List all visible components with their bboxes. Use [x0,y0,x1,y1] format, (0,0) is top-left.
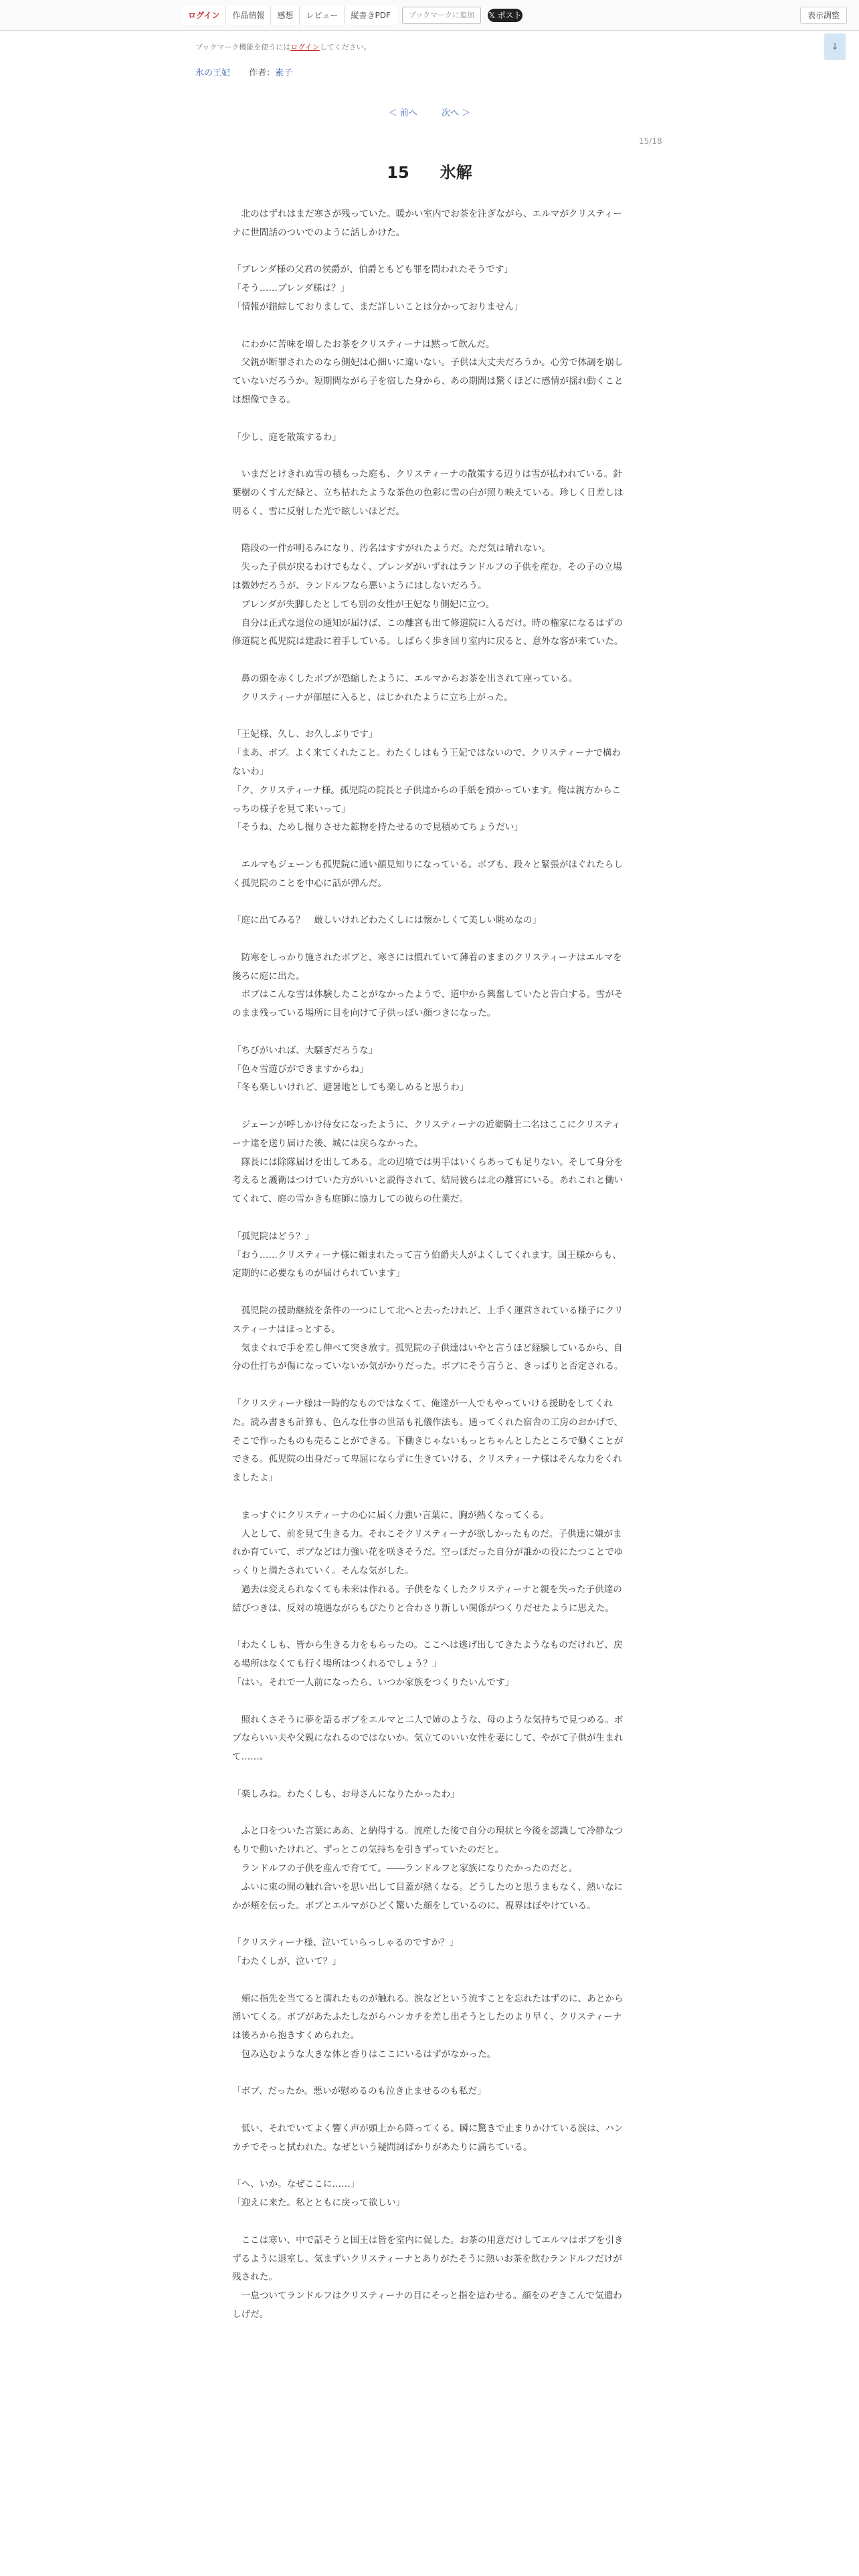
blank-line [232,1097,626,1116]
body-paragraph: 「まあ、ボブ。よく来てくれたこと。わたくしはもう王妃ではないので、クリスティーナで構わないわ」 [232,748,621,777]
body-paragraph: 「ちびがいれば、大騒ぎだろうな」 [232,1045,378,1056]
add-bookmark-button[interactable]: ブックマークに追加 [402,7,481,24]
body-paragraph: 頬に指先を当てると濡れたものが触れる。涙などという流すことを忘れたはずのに、あとから湧いてくる。ボブがあたふたしながらハンカチを差し出そうとしたのより早く、クリスティーナは後ろから抱きすくめられた。 [232,1993,624,2042]
review-button[interactable]: レビュー [299,6,344,25]
blank-line [232,2157,626,2176]
login-button[interactable]: ログイン [182,6,225,25]
body-paragraph: 「はい。それで一人前になったら、いつか家族をつくりたいんです」 [232,1677,514,1688]
body-paragraph: いまだとけきれぬ雪の積もった庭も、クリスティーナの散策する辺りは雪が払われている。針葉樹のくすんだ緑と、立ち枯れたような茶色の色彩に雪の白が照り映えている。珍しく日差しは明るく、雪に反射した光で眩しいほどだ。 [232,469,624,517]
body-paragraph: クリスティーナが部屋に入ると、はじかれたように立ち上がった。 [232,691,513,703]
blank-line [232,893,626,911]
body-paragraph: 失った子供が戻るわけでもなく、ブレンダがいずれはランドルフの子供を産む。その子の立場は微妙だろうが、ランドルフなら悪いようにはしないだろう。 [232,562,622,591]
blank-line [232,522,626,540]
blank-line [232,1209,626,1228]
blank-line [232,410,626,429]
bookmark-login-notice: ブックマーク機能を使うにはログインしてください。 [195,43,371,51]
chapter-title-text: 氷解 [440,163,472,182]
blank-line [232,447,626,465]
body-paragraph: ランドルフの子供を産んで育てて。――ランドルフと家族になりたかったのだと。 [232,1862,578,1874]
body-paragraph: 人として、前を見て生きる力。それこそクリスティーナが欲しかったものだ。子供達に嫌がまれか育ていて、ボブなどは力強い花を咲きそうだ。空っぽだった自分が誰かの役にたつことでゆっくりと満たされていく。そんな気がした。 [232,1528,624,1577]
body-paragraph: 照れくさそうに夢を語るボブをエルマと二人で姉のような、母のような気持ちで見つめる。ボブならいい夫や父親になれるのではないか。気立てのいい女性を妻にして、やがて子供が生まれて……。 [232,1714,624,1763]
novel-title-link[interactable]: 氷の王妃 [195,68,231,78]
body-paragraph: 「わたくしも、皆から生きる力をもらったの。ここへは逃げ出してきたようなものだけれど、戻る場所はなくても行く場所はつくれるでしょう？」 [232,1640,623,1670]
body-paragraph: 「クリスティーナ様は一時的なものではなくて、俺達が一人でもやっていける援助をしてくれた。読み書きも計算も、色んな仕事の世話も礼儀作法も。通ってくれた宿舎の工房のおかげで、そこで作ったものも売ることができる。下働きじゃないもっとちゃんとしたところで働くことができる。孤児院の出身だって卑屈にならずに生きていける、クリスティーナ様はそんな力をくれましたよ」 [232,1398,624,1484]
blank-line [232,2101,626,2120]
body-paragraph: ブレンダが失脚したとしても別の女性が王妃なり側妃に立つ。 [232,599,495,610]
novel-meta [195,66,292,78]
prev-chapter-link[interactable]: ＜ 前へ [388,108,417,118]
work-info-button[interactable]: 作品情報 [225,6,270,25]
notice-login-link[interactable]: ログイン [290,43,320,51]
body-paragraph: 「へ、いか。なぜここに……」 [232,2179,360,2190]
body-paragraph: 「おう……クリスティーナ様に頼まれたって言う伯爵夫人がよくしてくれます。国王様からも、定期的に必要なものが届けられています」 [232,1249,622,1279]
scroll-down-button[interactable] [824,33,846,60]
blank-line [232,1767,626,1786]
body-paragraph: 北のはずれはまだ寒さが残っていた。暖かい室内でお茶を注ぎながら、エルマがクリスティーナに世間話のついでのように話しかけた。 [232,209,622,238]
blank-line [232,1804,626,1823]
blank-line [232,930,626,949]
chapter-pager [0,106,859,118]
blank-line [232,1915,626,1934]
body-paragraph: 低い、それでいてよく響く声が頭上から降ってくる。瞬に驚きで止まりかけている涙は、ハンカチでそっと拭われた。なぜという疑問詞ばかりがあたりに満ちている。 [232,2123,624,2153]
body-paragraph: エルマもジェーンも孤児院に通い顔見知りになっている。ボブも、段々と緊張がほぐれたらしく孤児院のことを中心に話が弾んだ。 [232,859,623,889]
body-paragraph: にわかに苦味を増したお茶をクリスティーナは黙って飲んだ。 [232,338,495,350]
blank-line [232,1376,626,1395]
blank-line [232,1488,626,1507]
blank-line [232,1283,626,1302]
top-toolbar [0,0,859,31]
body-paragraph: 「少し、庭を散策するわ」 [232,431,342,443]
body-paragraph: 自分は正式な退位の通知が届けば、この離宮も出て修道院に入るだけ。時の権家になるはずの修道院と孤児院は建設に着手している。しばらく歩き回り室内に戻ると、意外な客が来ていた。 [232,617,624,647]
top-nav [182,6,522,25]
body-paragraph: 「わたくしが、泣いて？」 [232,1955,342,1967]
body-paragraph: ふと口をついた言葉にああ、と納得する。流産した後で自分の現状と今後を認識して冷静なつもりで動いたけれど、ずっとこの気持ちを引きずっていたのだと。 [232,1826,623,1856]
blank-line [232,1693,626,1711]
chapter-number: 15 [387,163,409,182]
body-paragraph: 一息ついてランドルフはクリスティーナの目にそっと指を這わせる。顔をのぞきこんで気遣わしげだ。 [232,2290,622,2321]
body-paragraph: 隊長には除隊届けを出してある。北の辺境では男手はいくらあっても足りない。そして身分を考えると護衛はつけていた方がいいと説得されて、結局彼らは北の離宮にいる。あれこれと働いてくれて、庭の雪かきも庭師に協力しての彼らの仕業だ。 [232,1156,624,1205]
blank-line [232,708,626,726]
body-paragraph: ここは寒い、中で話そうと国王は皆を室内に促した。お茶の用意だけしてエルマはボブを引きずるように退室し、気まずいクリスティーナとありがたそうに熱いお茶を飲むランドルフだけが残された。 [232,2234,624,2283]
body-paragraph: 過去は変えられなくても未来は作れる。子供をなくしたクリスティーナと親を失った子供達の結びつきは、反対の境遇ながらもぴたりと合わさり新しい関係がつくりだせたように思えた。 [232,1584,622,1614]
body-paragraph: 「ブレンダ様の父君の侯爵が、伯爵ともども罪を問われたそうです」 [232,264,513,276]
body-paragraph: 「迎えに来た。私とともに戻って欲しい」 [232,2197,405,2209]
blank-line [232,837,626,856]
author-label: 作者： [249,68,276,78]
body-paragraph: 「そうね、ためし掘りさせた鉱物を持たせるので見積めてちょうだい」 [232,822,523,833]
blank-line [232,243,626,261]
blank-line [232,2213,626,2232]
body-paragraph: 「クリスティーナ様、泣いていらっしゃるのですか？」 [232,1937,459,1949]
body-paragraph: 「王妃様、久し、お久しぶりです」 [232,729,378,740]
body-paragraph: 「冬も楽しいけれど、避暑地としても楽しめると思うわ」 [232,1082,469,1093]
body-paragraph: ジェーンが呼しかけ侍女になったように、クリスティーナの近衛騎士二名はここにクリスティーナ達を送り届けた後、城には戻らなかった。 [232,1119,621,1149]
body-paragraph: 「ク、クリスティーナ様。孤児院の院長と子供達からの手紙を預かっています。俺は親方からこっちの様子を見て来いって」 [232,784,622,815]
display-settings-button[interactable]: 表示調整 [800,7,847,24]
body-paragraph: 鼻の頭を赤くしたボブが恐縮したように、エルマからお茶を出されて座っている。 [232,673,578,684]
blank-line [232,651,626,670]
blank-line [232,1618,626,1637]
impressions-button[interactable]: 感想 [270,6,299,25]
arrow-down-icon: ↓ [831,41,839,52]
body-paragraph: 「孤児院はどう？」 [232,1230,314,1242]
body-paragraph: 防寒をしっかり施されたボブと、寒さには慣れていて薄着のままのクリスティーナはエルマを後ろに庭に出た。 [232,952,622,982]
chapter-title [0,159,859,183]
x-post-button[interactable]: 𝕏 ポスト [488,9,522,22]
body-paragraph: 階段の一件が明るみになり、汚名はすすがれたようだ。ただ気は晴れない。 [232,543,551,554]
body-paragraph: 「庭に出てみる？ 厳しいけれどわたくしには懐かしくて美しい眺めなの」 [232,915,542,926]
blank-line [232,317,626,336]
body-paragraph: 「楽しみね。わたくしも、お母さんになりたかったわ」 [232,1788,460,1800]
next-chapter-link[interactable]: 次へ ＞ [442,108,471,118]
page-count: 15/18 [639,136,662,146]
body-paragraph: 孤児院の援助継続を条件の一つにして北へと去ったけれど、上手く運営されている様子にクリスティーナはほっとする。 [232,1305,624,1335]
blank-line [232,1023,626,1042]
blank-line [232,2064,626,2083]
body-paragraph: 「ボブ、だったか。悪いが慰めるのも泣き止ませるのも私だ」 [232,2086,486,2097]
body-paragraph: 「そう……ブレンダ様は？」 [232,283,350,294]
body-paragraph: まっすぐにクリスティーナの心に届く力強い言葉に、胸が熱くなってくる。 [232,1509,550,1521]
vertical-pdf-button[interactable]: 縦書きPDF [344,6,396,25]
blank-line [232,1971,626,1990]
body-paragraph: ふいに束の間の触れ合いを思い出して目蓋が熱くなる。どうしたのと思うまもなく、熱いなにかが頬を伝った。ボブとエルマがひどく驚いた顔をしているのに、視界はぼやけている。 [232,1881,624,1911]
body-paragraph: ボブはこんな雪は体験したことがなかったようで、道中から興奮していたと告白する。雪がそのまま残っている場所に目を向けて子供っぽい顔つきになった。 [232,989,624,1019]
body-paragraph: 気まぐれで手を差し伸べて突き放す。孤児院の子供達はいやと言うほど経験しているから、自分の仕打ちが傷になっていないか気がかりだった。ボブにそう言うと、きっぱりと否定される。 [232,1342,624,1372]
author-link[interactable]: 素子 [275,68,293,78]
body-paragraph: 包み込むような大きな体と香りはここにいるはずがなかった。 [232,2048,496,2060]
chapter-body [232,205,626,2325]
body-paragraph: 「情報が錯綜しておりまして、まだ詳しいことは分かっておりません」 [232,301,523,312]
body-paragraph: 父親が断罪されたのなら側妃は心細いに違いない。子供は大丈夫だろうか。心労で体調を崩していないだろうか。短期間ながら子を宿した身から、あの期間は驚くほどに感情が揺れ動くことは想像できる。 [232,357,624,405]
body-paragraph: 「色々雪遊びができますからね」 [232,1063,369,1075]
